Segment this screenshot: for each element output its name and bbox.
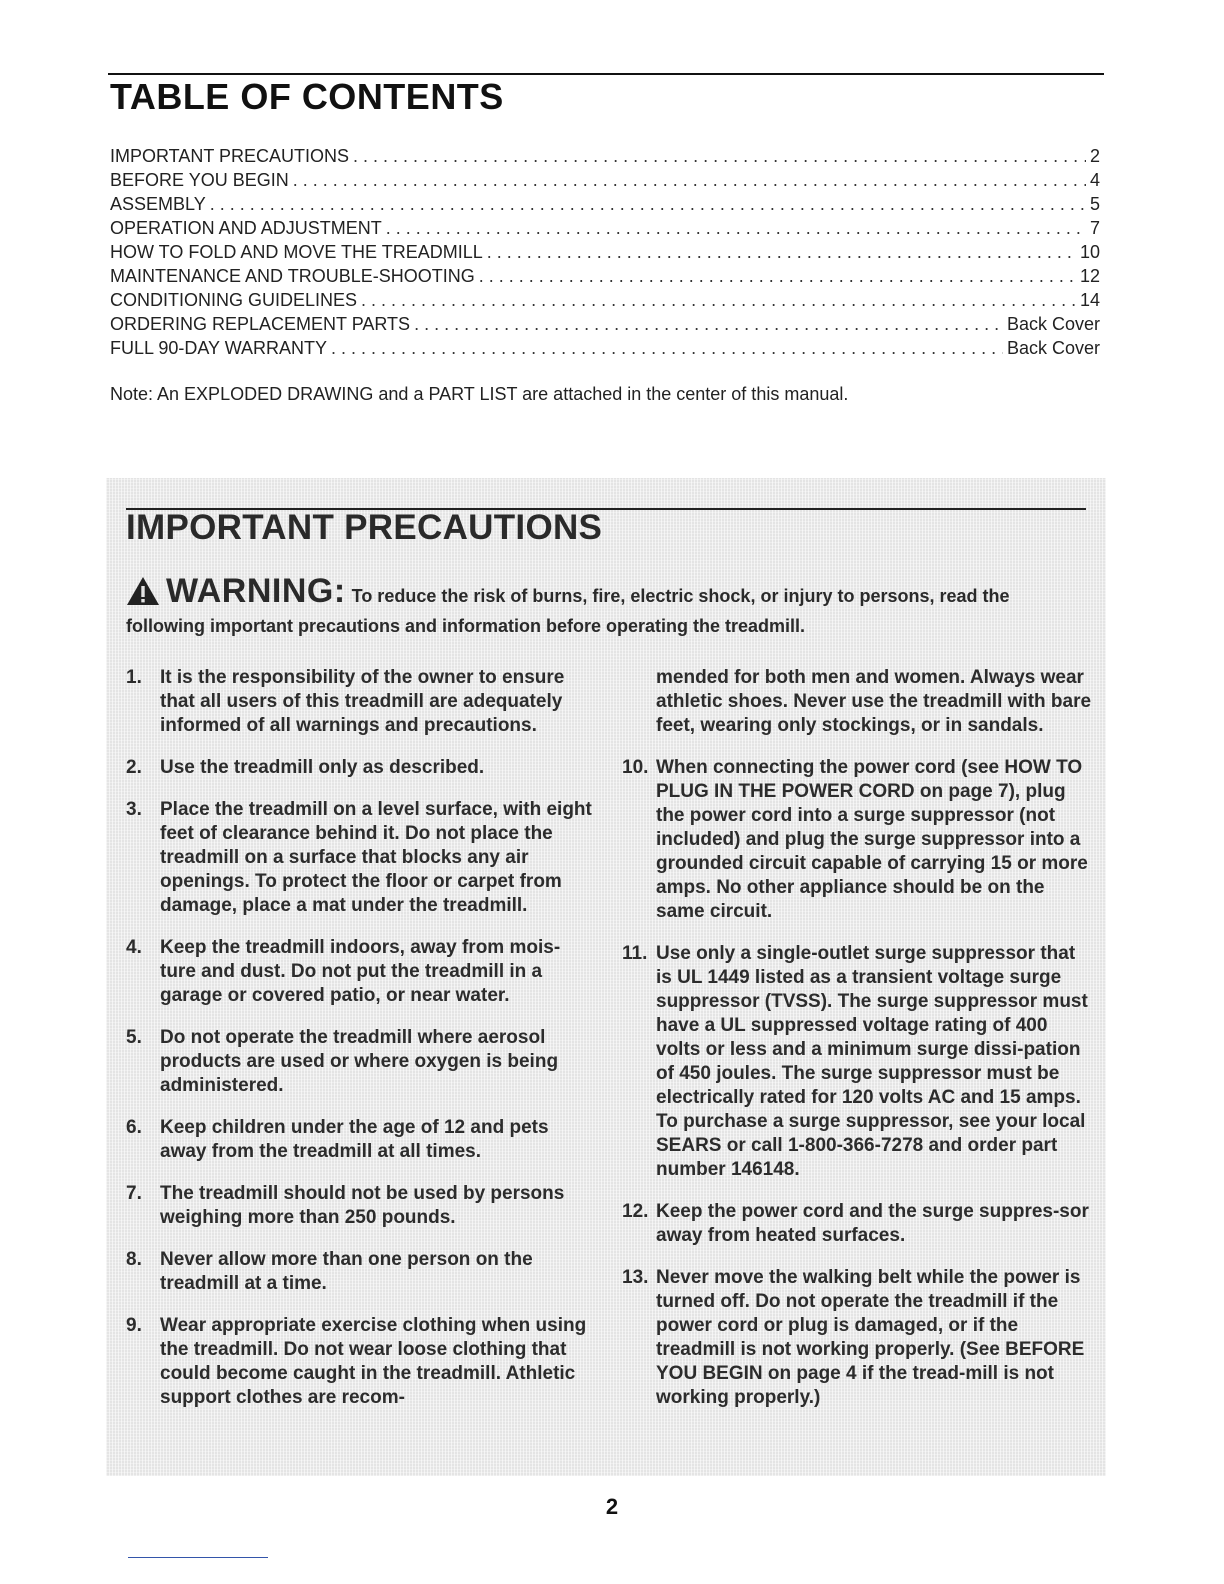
precaution-item: [126, 756, 596, 780]
toc-entry-label: OPERATION AND ADJUSTMENT: [110, 218, 382, 238]
precaution-text: Wear appropriate exercise clothing when using the treadmill. Do not wear loose clothing that could become caught in the treadmill. Athletic support clothes are recom-: [160, 1315, 587, 1408]
precaution-item: [126, 936, 596, 1008]
precaution-number: 3.: [126, 799, 142, 820]
toc-entry-page: Back Cover: [1006, 314, 1100, 334]
precaution-item: [126, 1026, 596, 1098]
toc-top-rule: [108, 73, 1104, 75]
precaution-item: [126, 798, 596, 918]
precaution-text: When connecting the power cord (see HOW TO PLUG IN THE POWER CORD on page 7), plug the power cord into a surge suppressor (not included) and plug the surge suppressor into a grounded circuit capable of carrying 15 or more amps. No other appliance should be on the same circuit.: [656, 757, 1088, 922]
toc-dot-leader: [487, 242, 1076, 263]
precaution-item: [622, 756, 1092, 924]
toc-entry: [110, 218, 1100, 242]
precaution-text: Place the treadmill on a level surface, with eight feet of clearance behind it. Do not place the treadmill on a surface that blocks any air openings. To protect the floor or carpet from damage, place a mat under the treadmill.: [160, 799, 592, 916]
toc-entry-page: 10: [1079, 242, 1100, 262]
precaution-number: [622, 666, 656, 738]
footer-rule: [128, 1557, 268, 1558]
warning-text: To reduce the risk of burns, fire, electric shock, or injury to persons, read the following important precautions and information before operating the treadmill.: [126, 586, 1010, 636]
precaution-item: [622, 1200, 1092, 1248]
precaution-item: [126, 666, 596, 738]
precautions-panel: [106, 478, 1106, 1476]
precaution-text: Do not operate the treadmill where aerosol products are used or where oxygen is being administered.: [160, 1027, 559, 1096]
precaution-number: 10.: [622, 757, 649, 778]
warning-statement: [126, 572, 1086, 639]
toc-entry-label: MAINTENANCE AND TROUBLE-SHOOTING: [110, 266, 475, 286]
precaution-number: 4.: [126, 937, 142, 958]
precaution-text: Use the treadmill only as described.: [160, 757, 485, 778]
toc-dot-leader: [331, 338, 1003, 359]
precaution-text: Keep the power cord and the surge suppres-sor away from heated surfaces.: [656, 1201, 1089, 1246]
precaution-number: 1.: [126, 667, 142, 688]
toc-entry: [110, 338, 1100, 362]
precaution-text: Keep children under the age of 12 and pets away from the treadmill at all times.: [160, 1117, 549, 1162]
precautions-right-column: [622, 666, 1092, 1428]
toc-entry-page: 12: [1079, 266, 1100, 286]
precaution-number: 2.: [126, 757, 142, 778]
toc-entry-page: 5: [1089, 194, 1100, 214]
page-number: 2: [605, 1494, 619, 1519]
precaution-text: The treadmill should not be used by persons weighing more than 250 pounds.: [160, 1183, 565, 1228]
toc-entry-page: 2: [1089, 146, 1100, 166]
precaution-number: 5.: [126, 1027, 142, 1048]
precaution-item: [126, 1248, 596, 1296]
toc-entry-page: 7: [1089, 218, 1100, 238]
precaution-number: 8.: [126, 1249, 142, 1270]
toc-dot-leader: [361, 290, 1076, 311]
toc-dot-leader: [386, 218, 1086, 239]
precaution-item: [622, 1266, 1092, 1410]
toc-list: [110, 146, 1100, 362]
precaution-number: 13.: [622, 1267, 649, 1288]
toc-entry-label: FULL 90-DAY WARRANTY: [110, 338, 328, 358]
precaution-text: Keep the treadmill indoors, away from mois-ture and dust. Do not put the treadmill in a garage or covered patio, or near water.: [160, 937, 561, 1006]
toc-entry: [110, 266, 1100, 290]
precaution-number: 11.: [622, 943, 648, 964]
precautions-title: IMPORTANT PRECAUTIONS: [126, 508, 603, 547]
precaution-text: Never allow more than one person on the treadmill at a time.: [160, 1249, 533, 1294]
toc-entry: [110, 170, 1100, 194]
toc-entry-page: Back Cover: [1006, 338, 1100, 358]
precaution-text: Never move the walking belt while the power is turned off. Do not operate the treadmill if the power cord or plug is damaged, or if the treadmill is not working properly. (See BEFORE YOU BEGIN on page 4 if the tread-mill is not working properly.): [656, 1267, 1085, 1408]
toc-entry: [110, 146, 1100, 170]
toc-entry: [110, 242, 1100, 266]
precaution-text: mended for both men and women. Always wear athletic shoes. Never use the treadmill with bare feet, wearing only stockings, or in sandals.: [656, 667, 1092, 736]
toc-title: TABLE OF CONTENTS: [110, 76, 504, 117]
toc-entry-label: HOW TO FOLD AND MOVE THE TREADMILL: [110, 242, 483, 262]
toc-entry-label: CONDITIONING GUIDELINES: [110, 290, 358, 310]
precaution-item-continued: [622, 666, 1092, 738]
precaution-item: [622, 942, 1092, 1182]
precaution-item: [126, 1182, 596, 1230]
precaution-number: 6.: [126, 1117, 142, 1138]
precaution-text: Use only a single-outlet surge suppressor that is UL 1449 listed as a transient voltage surge suppressor (TVSS). The surge suppressor must have a UL suppressed voltage rating of 400 volts or less and a minimum surge dissi-pation of 450 joules. The surge suppressor must be electrically rated for 120 volts AC and 15 amps. To purchase a surge suppressor, see your local SEARS or call 1-800-366-7278 and order part number 146148.: [656, 943, 1088, 1180]
toc-dot-leader: [414, 314, 1003, 335]
toc-entry-label: BEFORE YOU BEGIN: [110, 170, 289, 190]
toc-entry-label: ORDERING REPLACEMENT PARTS: [110, 314, 411, 334]
toc-entry-page: 4: [1089, 170, 1100, 190]
toc-dot-leader: [353, 146, 1086, 167]
precaution-item: [126, 1314, 596, 1410]
warning-triangle-icon: [126, 576, 160, 613]
toc-entry-label: ASSEMBLY: [110, 194, 206, 214]
toc-entry-page: 14: [1079, 290, 1100, 310]
toc-dot-leader: [479, 266, 1076, 287]
precaution-number: 9.: [126, 1315, 142, 1336]
toc-dot-leader: [210, 194, 1086, 215]
precautions-left-column: [126, 666, 596, 1428]
precaution-number: 7.: [126, 1183, 142, 1204]
precaution-text: It is the responsibility of the owner to ensure that all users of this treadmill are adequately informed of all warnings and precautions.: [160, 667, 565, 736]
toc-dot-leader: [293, 170, 1086, 191]
toc-entry: [110, 194, 1100, 218]
warning-word: WARNING:: [166, 572, 346, 610]
toc-entry: [110, 290, 1100, 314]
precaution-item: [126, 1116, 596, 1164]
toc-entry: [110, 314, 1100, 338]
toc-entry-label: IMPORTANT PRECAUTIONS: [110, 146, 350, 166]
precaution-number: 12.: [622, 1201, 649, 1222]
toc-note: Note: An EXPLODED DRAWING and a PART LIST are attached in the center of this manual.: [110, 384, 849, 404]
